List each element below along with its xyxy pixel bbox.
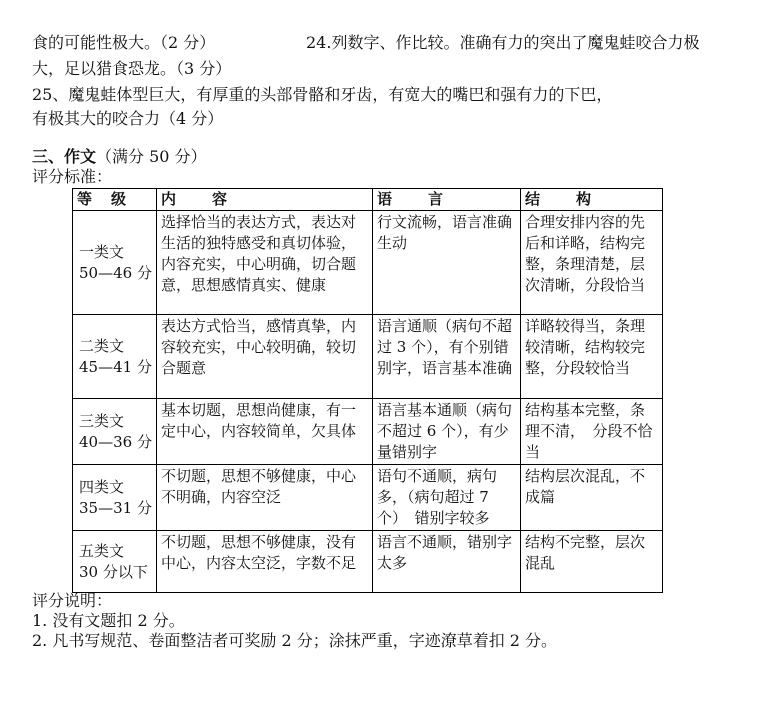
content-cell: 基本切题，思想尚健康，有一定中心，内容较简单，欠具体: [157, 399, 373, 465]
content-cell: 不切题，思想不够健康，中心不明确，内容空泛: [157, 465, 373, 531]
note-item-2: 2. 凡书写规范、卷面整洁者可奖励 2 分；涂抹严重，字迹潦草着扣 2 分。: [32, 631, 558, 650]
structure-cell: 结构基本完整，条理不清， 分段不恰当: [521, 399, 663, 465]
language-cell: 语言不通顺，错别字太多: [373, 531, 521, 593]
section-title-prefix: 三、: [32, 147, 65, 166]
table-row: [73, 531, 663, 593]
table-row: [73, 211, 663, 315]
structure-cell: 合理安排内容的先后和详略，结构完整，条理清楚，层次清晰，分段恰当: [521, 211, 663, 315]
structure-cell: 详略较得当，条理较清晰，结构较完整，分段较恰当: [521, 315, 663, 399]
table-row: [73, 315, 663, 399]
content-cell: 不切题，思想不够健康，没有中心，内容太空泛，字数不足: [157, 531, 373, 593]
content-cell: 选择恰当的表达方式，表达对生活的独特感受和真切体验，内容充实，中心明确，切合题意，思想感情真实、健康: [157, 211, 373, 315]
grade-cell: [73, 211, 157, 315]
grade-score: 30 分以下: [79, 562, 148, 581]
answer-line-1-left: 食的可能性极大。（2 分）: [32, 33, 216, 52]
notes-label: 评分说明：: [32, 591, 113, 610]
grade-score: 45—41 分: [79, 357, 152, 376]
table-header-row: [73, 189, 663, 211]
answer-line-3: 25、魔鬼蛙体型巨大，有厚重的头部骨骼和牙齿，有宽大的嘴巴和强有力的下巴，: [32, 85, 613, 104]
header-grade: 等 级: [73, 189, 157, 211]
section-title-bold: 作文: [64, 147, 97, 166]
note-item-1: 1. 没有文题扣 2 分。: [32, 611, 185, 630]
grade-name: 四类文: [79, 477, 125, 496]
language-cell: 语言基本通顺（病句不超过 6 个），有少量错别字: [373, 399, 521, 465]
grade-cell: [73, 315, 157, 399]
answer-line-2: 大，足以猎食恐龙。（3 分）: [32, 59, 232, 78]
answer-line-1-right: 24.列数字、作比较。准确有力的突出了魔鬼蛙咬合力极: [306, 33, 700, 52]
grade-name: 二类文: [79, 336, 125, 355]
criteria-label: 评分标准：: [32, 167, 113, 186]
content-cell: 表达方式恰当，感情真挚，内容较充实，中心较明确，较切合题意: [157, 315, 373, 399]
grade-name: 三类文: [79, 411, 125, 430]
section-title: [32, 146, 207, 168]
table-row: [73, 399, 663, 465]
grade-cell: [73, 531, 157, 593]
structure-cell: 结构不完整，层次混乱: [521, 531, 663, 593]
grade-cell: [73, 399, 157, 465]
grade-name: 一类文: [79, 242, 125, 261]
grade-score: 40—36 分: [79, 432, 152, 451]
header-language: 语 言: [373, 189, 521, 211]
language-cell: 语句不通顺，病句多，（病句超过 7 个） 错别字较多: [373, 465, 521, 531]
table-row: [73, 465, 663, 531]
structure-cell: 结构层次混乱，不成篇: [521, 465, 663, 531]
grading-table: [72, 188, 663, 593]
grade-score: 35—31 分: [79, 498, 152, 517]
header-structure: 结 构: [521, 189, 663, 211]
grade-score: 50—46 分: [79, 263, 152, 282]
answer-line-4: 有极其大的咬合力（4 分）: [32, 109, 224, 128]
header-content: 内 容: [157, 189, 373, 211]
grade-cell: [73, 465, 157, 531]
language-cell: 行文流畅，语言准确生动: [373, 211, 521, 315]
grade-name: 五类文: [79, 541, 125, 560]
section-title-suffix: （满分 50 分）: [96, 147, 207, 166]
language-cell: 语言通顺（病句不超过 3 个），有个别错别字，语言基本准确: [373, 315, 521, 399]
